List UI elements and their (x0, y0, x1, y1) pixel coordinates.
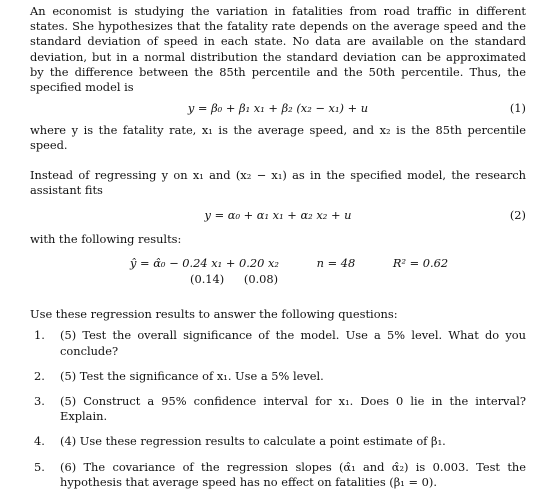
question-text: (6) The covariance of the regression slopes (α̂₁ and α̂₂) is 0.003. Test the hypothesis that average speed has no effect on fatalities (β₁ = 0). (60, 459, 526, 489)
question-number: 4. (34, 434, 45, 449)
question-item (34, 459, 526, 490)
question-item (34, 368, 526, 384)
equation-2-number: (2) (509, 208, 526, 223)
question-item (34, 328, 526, 358)
question-number: 5. (34, 459, 45, 474)
intro-paragraph: An economist is studying the variation in fatalities from road traffic in different states. She hypothesizes that the fatality rate depends on the average speed and the standard deviation of speed in each state. No data are available on the standard deviation, but in a normal distribution the standard deviation can be approximated by the difference between the 85th percentile and the 50th percentile. Thus, the specified model is (30, 4, 526, 95)
question-number: 3. (34, 394, 45, 409)
question-item (34, 394, 526, 424)
question-item (34, 434, 526, 449)
with-paragraph: with the following results: (30, 232, 182, 247)
question-number: 2. (34, 368, 45, 383)
standard-error-x2: (0.08) (243, 272, 279, 287)
equation-1-body: y = β₀ + β₁ x₁ + β₂ (x₂ − x₁) + u (187, 101, 369, 116)
regression-results-row (130, 255, 526, 271)
use-paragraph: Use these regression results to answer the following questions: (30, 307, 398, 322)
equation-1 (30, 95, 526, 121)
standard-errors-row (190, 271, 526, 287)
fitted-equation: ŷ = α̂₀ − 0.24 x₁ + 0.20 x₂ (130, 256, 279, 271)
equation-2-body: y = α₀ + α₁ x₁ + α₂ x₂ + u (204, 208, 352, 223)
standard-error-x1: (0.14) (190, 272, 225, 287)
question-text: (5) Test the overall significance of the model. Use a 5% level. What do you conclude? (60, 328, 526, 358)
question-list (30, 328, 526, 490)
equation-2 (30, 202, 526, 228)
equation-1-number: (1) (509, 101, 526, 116)
regression-results (130, 255, 526, 287)
question-text: (5) Construct a 95% confidence interval for x₁. Does 0 lie in the interval? Explain. (60, 394, 526, 424)
question-text: (4) Use these regression results to calculate a point estimate of β₁. (60, 434, 446, 449)
question-text: (5) Test the significance of x₁. Use a 5% level. (60, 368, 324, 383)
instead-paragraph: Instead of regressing y on x₁ and (x₂ − x₁) as in the specified model, the research assistant fits (30, 167, 526, 197)
question-number: 1. (34, 328, 45, 343)
r-squared: R² = 0.62 (392, 256, 449, 271)
where-paragraph: where y is the fatality rate, x₁ is the average speed, and x₂ is the 85th percentile speed. (30, 123, 526, 153)
sample-size: n = 48 (316, 256, 356, 271)
